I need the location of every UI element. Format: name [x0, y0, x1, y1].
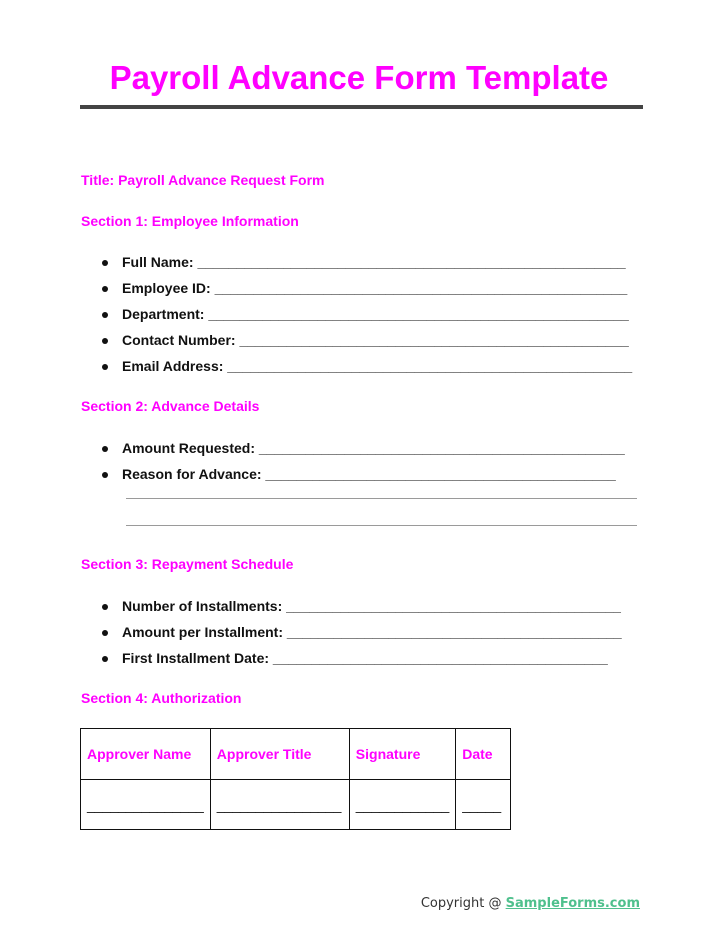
field-full-name[interactable] — [0, 253, 632, 279]
authorization-table — [80, 728, 511, 830]
field-blank[interactable]: __________________________________________________ — [239, 332, 629, 348]
cell-approver-title[interactable]: ________________ — [210, 780, 349, 830]
field-department[interactable] — [0, 305, 632, 331]
reason-blank-line-1[interactable] — [126, 498, 637, 499]
cell-signature[interactable]: ____________ — [349, 780, 455, 830]
header-date: Date — [456, 729, 511, 780]
header-approver-title: Approver Title — [210, 729, 349, 780]
section-4-heading: Section 4: Authorization — [81, 690, 242, 706]
field-amount-requested[interactable] — [0, 439, 625, 465]
field-label: Employee ID: — [122, 280, 211, 296]
bullet-icon — [102, 338, 108, 344]
bullet-icon — [102, 364, 108, 370]
field-blank[interactable]: ___________________________________________ — [286, 624, 622, 640]
field-first-installment-date[interactable] — [0, 649, 622, 675]
bullet-icon — [102, 260, 108, 266]
sampleforms-link[interactable]: SampleForms.com — [505, 896, 640, 911]
table-header-row — [81, 729, 511, 780]
copyright-text: Copyright @ — [420, 896, 506, 911]
field-blank[interactable]: ____________________________________________________ — [227, 358, 633, 374]
employee-info-list — [0, 253, 632, 383]
field-blank[interactable]: ______________________________________________________ — [208, 306, 629, 322]
repayment-list — [0, 597, 622, 675]
field-contact-number[interactable] — [0, 331, 632, 357]
section-2-heading: Section 2: Advance Details — [81, 398, 260, 414]
field-employee-id[interactable] — [0, 279, 632, 305]
field-label: Full Name: — [122, 254, 194, 270]
field-label: First Installment Date: — [122, 650, 270, 666]
bullet-icon — [102, 286, 108, 292]
advance-details-list — [0, 439, 625, 491]
field-blank[interactable]: _____________________________________________________ — [214, 280, 628, 296]
field-blank[interactable]: _____________________________________________ — [265, 466, 616, 482]
field-label: Reason for Advance: — [122, 466, 262, 482]
field-number-of-installments[interactable] — [0, 597, 622, 623]
field-blank[interactable]: ___________________________________________ — [286, 598, 621, 614]
field-email-address[interactable] — [0, 357, 632, 383]
field-label: Email Address: — [122, 358, 224, 374]
bullet-icon — [102, 446, 108, 452]
footer — [421, 896, 640, 911]
cell-approver-name[interactable]: _______________ — [81, 780, 211, 830]
reason-blank-line-2[interactable] — [126, 525, 637, 526]
bullet-icon — [102, 604, 108, 610]
header-approver-name: Approver Name — [81, 729, 211, 780]
field-label: Amount per Installment: — [122, 624, 284, 640]
title-divider — [80, 105, 643, 109]
page-title: Payroll Advance Form Template — [109, 59, 609, 96]
field-amount-per-installment[interactable] — [0, 623, 622, 649]
bullet-icon — [102, 312, 108, 318]
table-row — [81, 780, 511, 830]
bullet-icon — [102, 630, 108, 636]
bullet-icon — [102, 472, 108, 478]
field-label: Department: — [122, 306, 205, 322]
section-1-heading: Section 1: Employee Information — [81, 213, 299, 229]
field-blank[interactable]: ___________________________________________ — [272, 650, 608, 666]
cell-date[interactable]: _____ — [456, 780, 511, 830]
field-reason-for-advance[interactable] — [0, 465, 625, 491]
field-blank[interactable]: _______________________________________________________ — [197, 254, 626, 270]
field-label: Number of Installments: — [122, 598, 283, 614]
field-blank[interactable]: _______________________________________________ — [258, 440, 625, 456]
bullet-icon — [102, 656, 108, 662]
form-title: Title: Payroll Advance Request Form — [81, 172, 325, 188]
section-3-heading: Section 3: Repayment Schedule — [81, 556, 294, 572]
header-signature: Signature — [349, 729, 455, 780]
field-label: Contact Number: — [122, 332, 236, 348]
field-label: Amount Requested: — [122, 440, 255, 456]
